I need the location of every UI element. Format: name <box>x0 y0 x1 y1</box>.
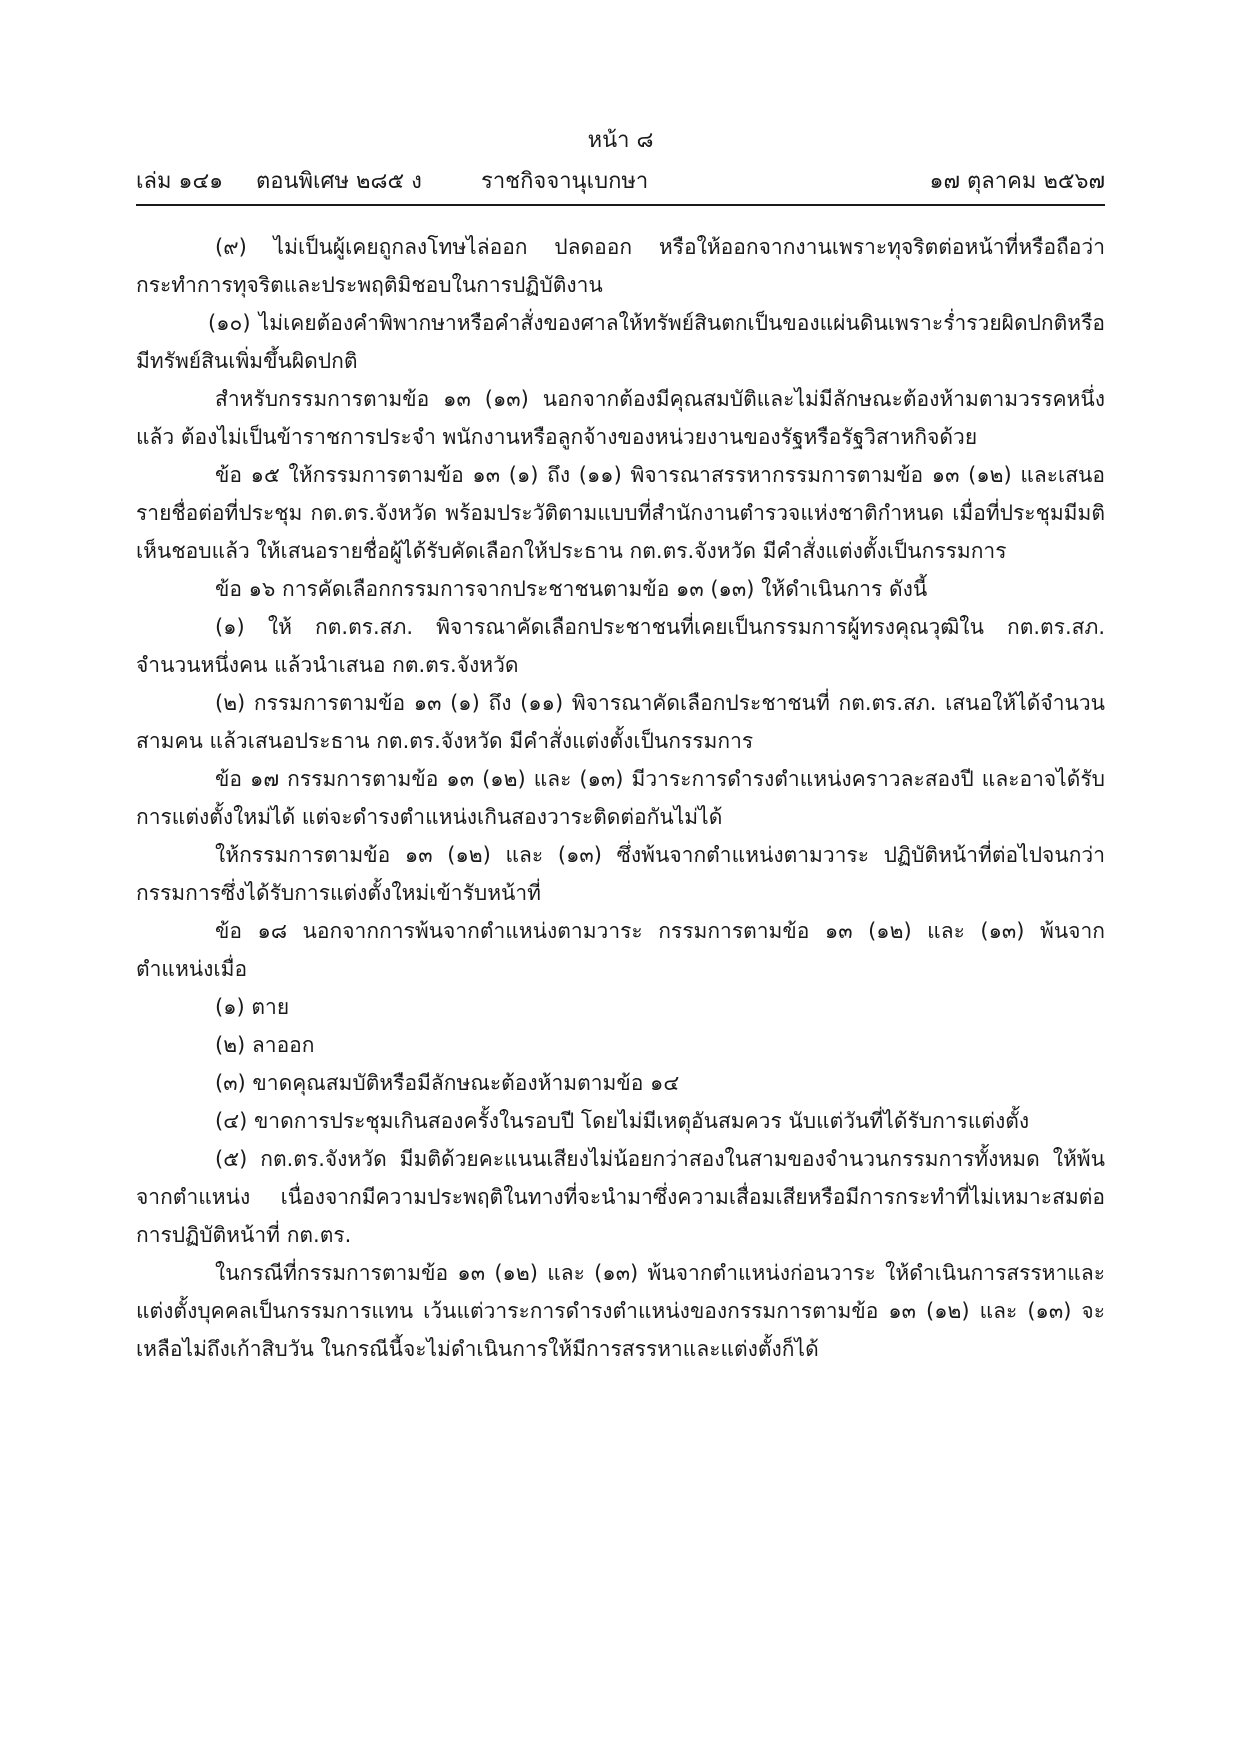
paragraph-clause-9: (๙) ไม่เป็นผู้เคยถูกลงโทษไล่ออก ปลดออก หรือให้ออกจากงานเพราะทุจริตต่อหน้าที่หรือถือว่ากระทำการทุจริตและประพฤติมิชอบในการปฏิบัติงาน <box>136 235 1105 297</box>
paragraph-clause-10: (๑๐) ไม่เคยต้องคำพิพากษาหรือคำสั่งของศาลให้ทรัพย์สินตกเป็นของแผ่นดินเพราะร่ำรวยผิดปกติหรือมีทรัพย์สินเพิ่มขึ้นผิดปกติ <box>136 311 1105 373</box>
paragraph-additional-qualification: สำหรับกรรมการตามข้อ ๑๓ (๑๓) นอกจากต้องมีคุณสมบัติและไม่มีลักษณะต้องห้ามตามวรรคหนึ่งแล้ว ต้องไม่เป็นข้าราชการประจำ พนักงานหรือลูกจ้างของหน่วยงานของรัฐหรือรัฐวิสาหกิจด้วย <box>136 387 1105 449</box>
paragraph-article-15: ข้อ ๑๕ ให้กรรมการตามข้อ ๑๓ (๑) ถึง (๑๑) พิจารณาสรรหากรรมการตามข้อ ๑๓ (๑๒) และเสนอรายชื่อต่อที่ประชุม กต.ตร.จังหวัด พร้อมประวัติตามแบบที่สำนักงานตำรวจแห่งชาติกำหนด เมื่อที่ประชุมมีมติเห็นชอบแล้ว ให้เสนอรายชื่อผู้ได้รับคัดเลือกให้ประธาน กต.ตร.จังหวัด มีคำสั่งแต่งตั้งเป็นกรรมการ <box>136 463 1105 563</box>
list-item-death: (๑) ตาย <box>215 995 290 1019</box>
running-header <box>136 166 1105 198</box>
volume-label: เล่ม ๑๔๑ <box>136 169 224 194</box>
paragraph-article-17: ข้อ ๑๗ กรรมการตามข้อ ๑๓ (๑๒) และ (๑๓) มีวาระการดำรงตำแหน่งคราวละสองปี และอาจได้รับการแต่งตั้งใหม่ได้ แต่จะดำรงตำแหน่งเกินสองวาระติดต่อกันไม่ได้ <box>136 767 1105 829</box>
publication-date: ๑๗ ตุลาคม ๒๕๖๗ <box>929 169 1105 194</box>
list-item-resign: (๒) ลาออก <box>215 1033 315 1057</box>
list-item-absence: (๔) ขาดการประชุมเกินสองครั้งในรอบปี โดยไม่มีเหตุอันสมควร นับแต่วันที่ได้รับการแต่งตั้ง <box>215 1109 1030 1133</box>
header-divider <box>136 204 1105 206</box>
paragraph-article-16-item-2: (๒) กรรมการตามข้อ ๑๓ (๑) ถึง (๑๑) พิจารณาคัดเลือกประชาชนที่ กต.ตร.สภ. เสนอให้ได้จำนวนสามคน แล้วเสนอประธาน กต.ตร.จังหวัด มีคำสั่งแต่งตั้งเป็นกรรมการ <box>136 691 1105 753</box>
issue-label: ตอนพิเศษ ๒๘๕ ง <box>256 169 422 194</box>
paragraph-article-16: ข้อ ๑๖ การคัดเลือกกรรมการจากประชาชนตามข้อ ๑๓ (๑๓) ให้ดำเนินการ ดังนี้ <box>215 577 928 601</box>
paragraph-vacancy-replacement: ในกรณีที่กรรมการตามข้อ ๑๓ (๑๒) และ (๑๓) พ้นจากตำแหน่งก่อนวาระ ให้ดำเนินการสรรหาและแต่งตั้งบุคคลเป็นกรรมการแทน เว้นแต่วาระการดำรงตำแหน่งของกรรมการตามข้อ ๑๓ (๑๒) และ (๑๓) จะเหลือไม่ถึงเก้าสิบวัน ในกรณีนี้จะไม่ดำเนินการให้มีการสรรหาและแต่งตั้งก็ได้ <box>136 1261 1105 1361</box>
publication-title: ราชกิจจานุเบกษา <box>481 169 649 194</box>
list-item-disqualified: (๓) ขาดคุณสมบัติหรือมีลักษณะต้องห้ามตามข้อ ๑๔ <box>215 1071 680 1095</box>
page-number: หน้า ๘ <box>587 128 654 153</box>
document-body <box>136 228 1105 1368</box>
paragraph-article-16-item-1: (๑) ให้ กต.ตร.สภ. พิจารณาคัดเลือกประชาชนที่เคยเป็นกรรมการผู้ทรงคุณวุฒิใน กต.ตร.สภ. จำนวนหนึ่งคน แล้วนำเสนอ กต.ตร.จังหวัด <box>136 615 1105 677</box>
paragraph-article-17-continuation: ให้กรรมการตามข้อ ๑๓ (๑๒) และ (๑๓) ซึ่งพ้นจากตำแหน่งตามวาระ ปฏิบัติหน้าที่ต่อไปจนกว่ากรรมการซึ่งได้รับการแต่งตั้งใหม่เข้ารับหน้าที่ <box>136 843 1105 905</box>
paragraph-article-18: ข้อ ๑๘ นอกจากการพ้นจากตำแหน่งตามวาระ กรรมการตามข้อ ๑๓ (๑๒) และ (๑๓) พ้นจากตำแหน่งเมื่อ <box>136 919 1105 981</box>
list-item-removal-vote: (๕) กต.ตร.จังหวัด มีมติด้วยคะแนนเสียงไม่น้อยกว่าสองในสามของจำนวนกรรมการทั้งหมด ให้พ้นจากตำแหน่ง เนื่องจากมีความประพฤติในทางที่จะนำมาซึ่งความเสื่อมเสียหรือมีการกระทำที่ไม่เหมาะสมต่อการปฏิบัติหน้าที่ กต.ตร. <box>136 1147 1105 1247</box>
